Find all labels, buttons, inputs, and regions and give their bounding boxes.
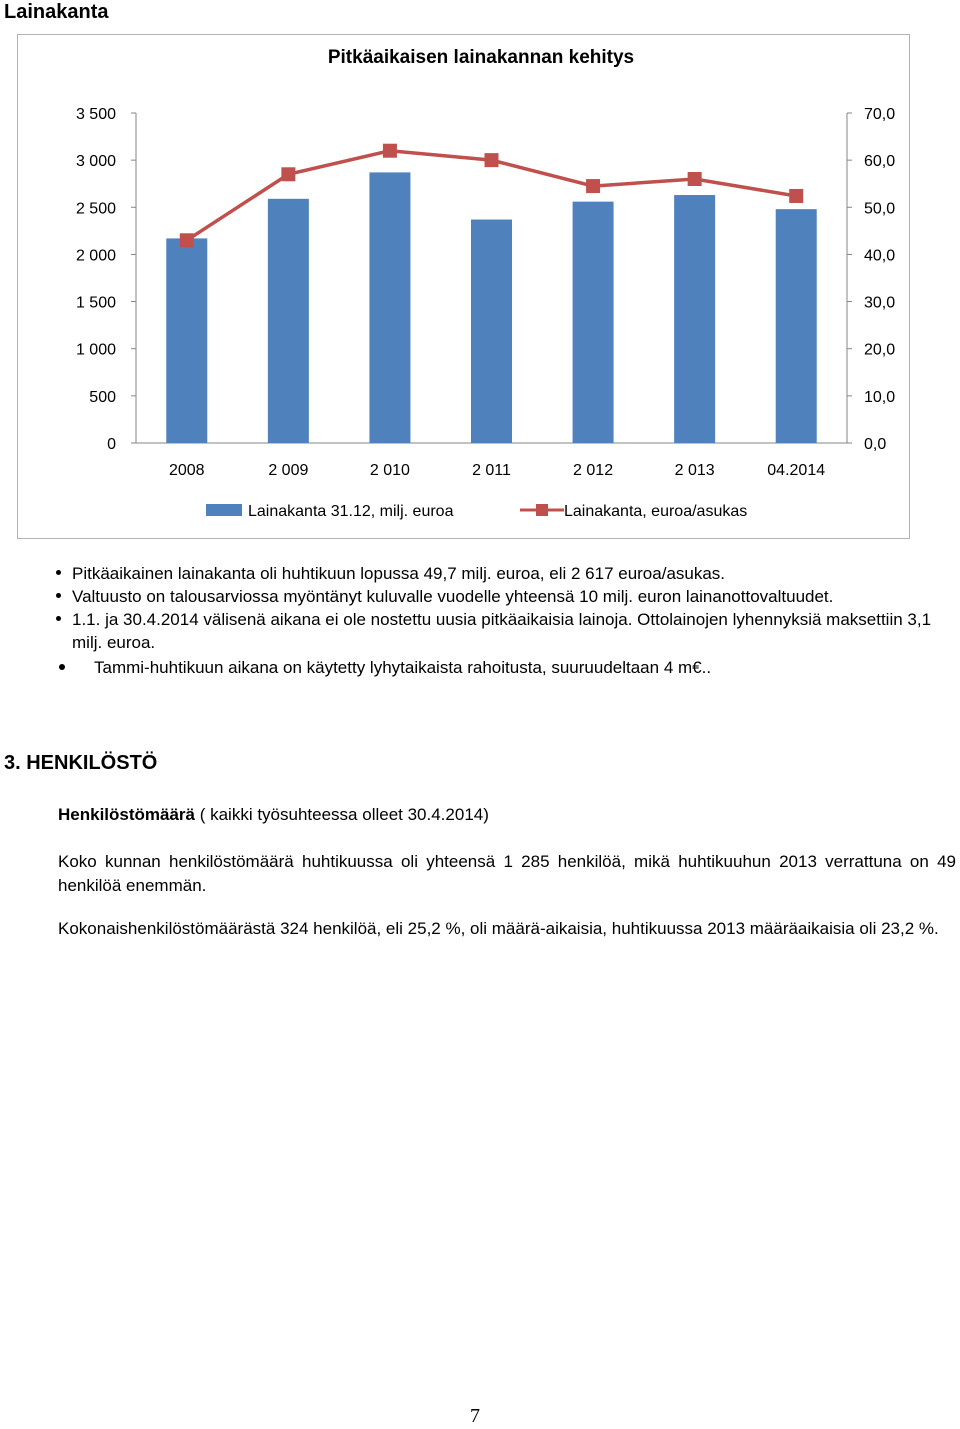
bullet-icon xyxy=(56,616,61,621)
y-right-tick-label: 50,0 xyxy=(864,200,896,218)
line-point-marker xyxy=(281,167,295,181)
subheading-bold: Henkilöstömäärä xyxy=(58,805,195,824)
x-axis-ticks xyxy=(169,462,825,479)
x-tick-label: 2008 xyxy=(168,462,205,479)
bullet-icon xyxy=(56,570,61,575)
chart-title: Pitkäaikaisen lainakannan kehitys xyxy=(327,47,635,68)
bullet-icon xyxy=(56,593,61,598)
bullet-item xyxy=(58,585,948,608)
x-tick-label: 2 011 xyxy=(472,462,511,479)
y-right-tick-label: 30,0 xyxy=(864,294,896,312)
lainakanta-chart xyxy=(18,35,911,540)
y-right-tick-label: 60,0 xyxy=(864,153,896,171)
bullet-item xyxy=(58,656,948,679)
y-left-tick-label: 0 xyxy=(107,436,116,453)
y-left-tick-label: 1 000 xyxy=(75,341,116,359)
y-right-tick-label: 70,0 xyxy=(864,106,896,123)
bar-series xyxy=(166,172,816,443)
x-tick-label: 2 010 xyxy=(369,462,410,479)
bar xyxy=(674,195,715,443)
bullet-text: Tammi-huhtikuun aikana on käytetty lyhytaikaista rahoitusta, suuruudeltaan 4 m€.. xyxy=(94,658,712,677)
line-point-marker xyxy=(789,189,803,203)
y-right-tick-label: 40,0 xyxy=(864,247,896,265)
paragraph-headcount: Koko kunnan henkilöstömäärä huhtikuussa oli yhteensä 1 285 henkilöä, mikä huhtikuuhun 2013 verrattuna on 49 henkilöä enemmän. xyxy=(58,852,956,895)
legend-line-label: Lainakanta, euroa/asukas xyxy=(564,503,748,520)
line-point-marker xyxy=(180,233,194,247)
chart-frame xyxy=(17,34,910,539)
bullet-text: Valtuusto on talousarviossa myöntänyt kuluvalle vuodelle yhteensä 10 milj. euron lainanottovaltuudet. xyxy=(72,587,834,606)
section-title: Lainakanta xyxy=(4,1,109,23)
y-right-axis-ticks xyxy=(847,106,895,453)
line-point-marker xyxy=(586,179,600,193)
bar xyxy=(471,220,512,443)
line-point-marker xyxy=(485,153,499,167)
x-tick-label: 2 009 xyxy=(268,462,309,479)
y-right-tick-label: 20,0 xyxy=(864,341,896,359)
bar xyxy=(166,238,207,443)
legend-bar-label: Lainakanta 31.12, milj. euroa xyxy=(248,503,454,520)
y-left-tick-label: 2 500 xyxy=(75,200,116,218)
legend-line-marker xyxy=(536,504,548,516)
paragraph-temporary-staff: Kokonaishenkilöstömäärästä 324 henkilöä, eli 25,2 %, oli määrä-aikaisia, huhtikuussa 2013 määräaikaisia oli 23,2 %. xyxy=(58,919,939,938)
x-tick-label: 04.2014 xyxy=(767,462,826,479)
subheading xyxy=(58,803,948,827)
subheading-rest: ( kaikki työsuhteessa olleet 30.4.2014) xyxy=(195,805,489,824)
y-left-tick-label: 3 500 xyxy=(75,106,116,123)
section-heading: 3. HENKILÖSTÖ xyxy=(4,752,158,774)
y-right-tick-label: 10,0 xyxy=(864,388,896,406)
legend-bar-swatch xyxy=(206,504,242,516)
bar xyxy=(573,202,614,443)
bullet-text: Pitkäaikainen lainakanta oli huhtikuun lopussa 49,7 milj. euroa, eli 2 617 euroa/asukas. xyxy=(72,564,726,583)
y-left-tick-label: 1 500 xyxy=(75,294,116,312)
page-number: 7 xyxy=(470,1405,480,1427)
x-tick-label: 2 012 xyxy=(573,462,614,479)
y-left-tick-label: 2 000 xyxy=(75,247,116,265)
bar xyxy=(776,209,817,443)
line-point-marker xyxy=(383,144,397,158)
x-tick-label: 2 013 xyxy=(674,462,715,479)
y-left-axis-ticks xyxy=(76,106,136,453)
bullet-item xyxy=(58,608,948,654)
chart-legend xyxy=(206,503,747,520)
bar xyxy=(268,199,309,443)
bullet-icon xyxy=(59,664,65,670)
y-left-tick-label: 500 xyxy=(89,388,116,406)
line-point-marker xyxy=(688,172,702,186)
bar xyxy=(369,172,410,443)
bullet-list xyxy=(58,562,948,679)
y-left-tick-label: 3 000 xyxy=(75,153,116,171)
y-right-tick-label: 0,0 xyxy=(864,436,887,453)
bullet-item xyxy=(58,562,948,585)
bullet-text: 1.1. ja 30.4.2014 välisenä aikana ei ole nostettu uusia pitkäaikaisia lainoja. Ottolainojen lyhennyksiä maksettiin 3,1 milj. euroa. xyxy=(72,610,932,652)
